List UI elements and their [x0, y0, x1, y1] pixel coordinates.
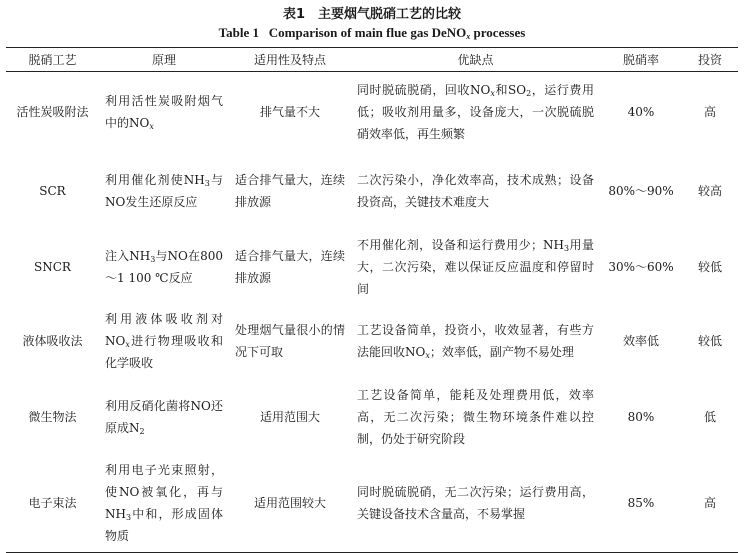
cell-principle: 注入$NH_3$与NO在800～1 100 ℃反应	[105, 248, 223, 285]
cell-rate: 85%	[600, 455, 682, 553]
cell-process: 微生物法	[28, 409, 77, 424]
caption-en-tail: processes	[470, 25, 526, 40]
cell-proscons: 工艺设备简单，能耗及处理费用低，效率高，无二次污染；微生物环境条件难以控制，仍处于研究阶段	[357, 387, 594, 446]
table-row	[6, 455, 738, 553]
cell-principle: 利用反硝化菌将NO还原成$N_2$	[105, 398, 223, 436]
cell-principle: 利用液体吸收剂对$NO_x$进行物理吸收和化学吸收	[105, 312, 223, 370]
cell-process: 活性炭吸附法	[16, 104, 89, 119]
cell-proscons: 不用催化剂，设备和运行费用少；$NH_3$用量大，二次污染，难以保证反应温度和停留时间	[357, 237, 594, 296]
cell-proscons: 同时脱硫脱硝，无二次污染；运行费用高，关键设备技术含量高，不易掌握	[351, 455, 600, 553]
cell-features: 适用范围大	[259, 409, 320, 424]
cell-proscons: 二次污染小，净化效率高，技术成熟；设备投资高，关键技术难度大	[357, 172, 594, 209]
cell-proscons: 工艺设备简单，投资小，收效显著，有些方法能回收$NO_x$；效率低，副产物不易处理	[357, 323, 594, 360]
header-principle: 原理	[99, 48, 229, 72]
cell-principle: 利用催化剂使$NH_3$与NO发生还原反应	[105, 172, 223, 209]
cell-invest: 较高	[697, 183, 722, 198]
cell-features: 适用范围较大	[229, 455, 351, 553]
cell-principle: 利用电子光束照射，使NO被氧化，再与$NH_3$中和，形成固体物质	[99, 455, 229, 553]
cell-invest: 较低	[697, 259, 722, 274]
header-features: 适用性及特点	[229, 48, 351, 72]
cell-features: 排气量不大	[259, 104, 320, 119]
header-proscons: 优缺点	[351, 48, 600, 72]
table-row	[6, 152, 738, 230]
cell-rate: 效率低	[622, 334, 659, 348]
caption-en-sub: x	[466, 32, 471, 41]
cell-rate: 80%	[627, 409, 655, 424]
cell-rate: 80%～90%	[608, 183, 674, 198]
cell-invest: 较低	[697, 334, 722, 348]
table-caption-cn: 表1 主要烟气脱硝工艺的比较	[282, 7, 462, 22]
cell-features: 适合排气量大，连续排放源	[235, 248, 345, 285]
table-row	[6, 230, 738, 304]
cell-process: 电子束法	[6, 455, 99, 553]
cell-rate: 30%～60%	[608, 259, 674, 274]
table-row	[6, 304, 738, 379]
cell-invest: 高	[703, 104, 716, 119]
cell-features: 适合排气量大，连续排放源	[235, 172, 345, 209]
table-caption-en	[0, 25, 744, 41]
header-invest: 投资	[682, 48, 738, 72]
table-row	[6, 379, 738, 455]
header-rate: 脱硝率	[600, 48, 682, 72]
caption-en-text: Comparison of main flue gas DeNO	[268, 25, 467, 40]
cell-process: 液体吸收法	[22, 334, 83, 348]
table-header-row	[6, 48, 738, 72]
cell-principle: 利用活性炭吸附烟气中的$NO_x$	[105, 93, 223, 131]
header-process: 脱硝工艺	[6, 48, 99, 72]
table-row	[6, 72, 738, 152]
cell-invest: 低	[703, 409, 716, 424]
cell-rate: 40%	[627, 104, 655, 119]
denox-comparison-table	[6, 47, 738, 553]
cell-features: 处理烟气量很小的情况下可取	[235, 323, 345, 359]
cell-invest: 高	[682, 455, 738, 553]
caption-en-label: Table 1	[218, 25, 260, 40]
cell-process: SNCR	[34, 259, 71, 274]
cell-proscons: 同时脱硫脱硝，回收$NO_x$和$SO_2$，运行费用低；吸收剂用量多，设备庞大，一次脱硫脱硝效率低，再生频繁	[357, 82, 594, 141]
cell-process: SCR	[39, 183, 66, 198]
